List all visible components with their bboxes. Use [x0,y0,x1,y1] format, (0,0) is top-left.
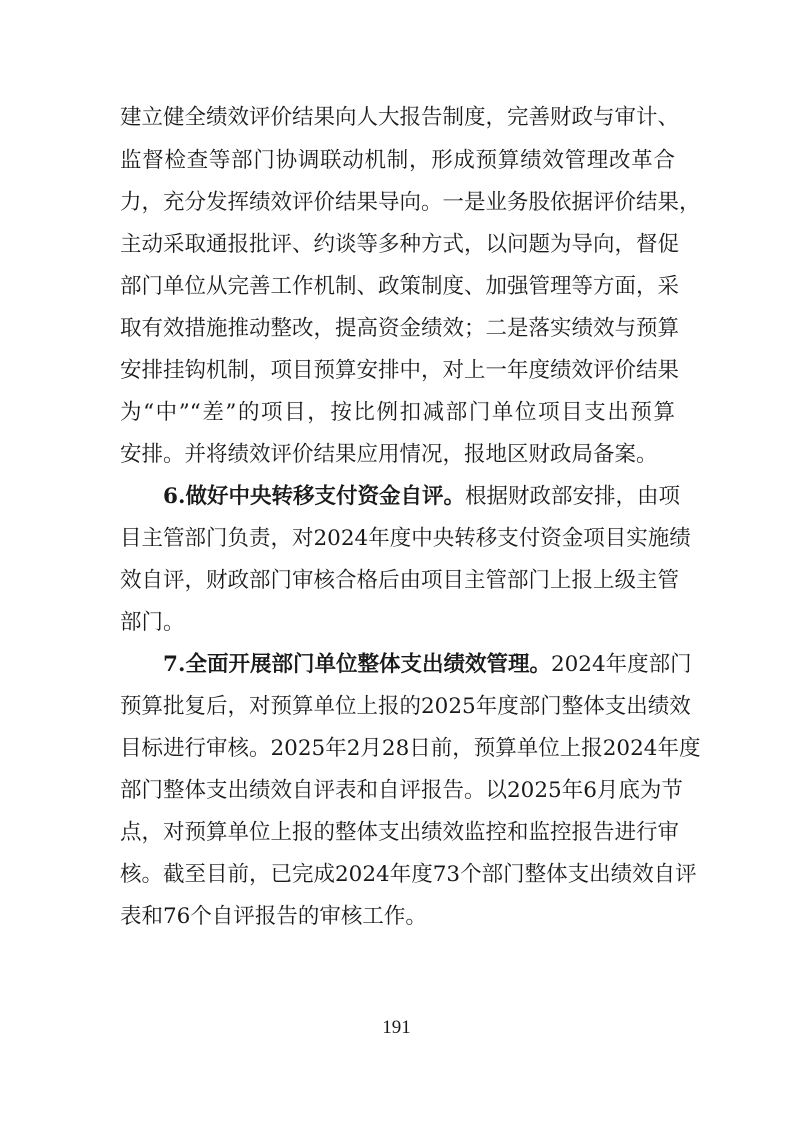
section-heading-7: 7.全面开展部门单位整体支出绩效管理。 [163,652,551,677]
paragraph-first-line [163,482,680,512]
paragraph-line: 建立健全绩效评价结果向人大报告制度，完善财政与审计、 [120,105,680,130]
paragraph-line: 表和76个自评报告的审核工作。 [120,904,427,929]
paragraph-line: 监督检查等部门协调联动机制，形成预算绩效管理改革合 [120,148,675,173]
paragraph-line: 点，对预算单位上报的整体支出绩效监控和监控报告进行审 [120,820,680,845]
paragraph-line: 部门整体支出绩效自评表和自评报告。以2025年6月底为节 [120,778,683,803]
paragraph-text: 根据财政部安排，由项 [464,484,680,509]
paragraph-line: 目标进行审核。2025年2月28日前，预算单位上报2024年度 [120,736,701,761]
paragraph-line: 取有效措施推动整改，提高资金绩效；二是落实绩效与预算 [120,316,680,341]
paragraph-line: 目主管部门负责，对2024年度中央转移支付资金项目实施绩 [120,526,691,551]
paragraph-line: 安排挂钩机制，项目预算安排中，对上一年度绩效评价结果 [120,358,680,383]
paragraph-line: 部门。 [120,610,185,635]
paragraph-line: 力，充分发挥绩效评价结果导向。一是业务股依据评价结果， [120,190,701,215]
paragraph-line: 核。截至目前，已完成2024年度73个部门整体支出绩效自评 [120,862,697,887]
paragraph-first-line [163,650,692,680]
paragraph-line: 预算批复后，对预算单位上报的2025年度部门整体支出绩效 [120,694,691,719]
paragraph-line: 效自评，财政部门审核合格后由项目主管部门上报上级主管 [120,568,680,593]
paragraph-line: 主动采取通报批评、约谈等多种方式，以问题为导向，督促 [120,232,680,257]
paragraph-line: 部门单位从完善工作机制、政策制度、加强管理等方面，采 [120,274,680,299]
paragraph-line: 安排。并将绩效评价结果应用情况，报地区财政局备案。 [120,442,658,467]
paragraph-line: 为“中”“差”的项目，按比例扣减部门单位项目支出预算 [120,400,675,425]
page-number: 191 [382,1017,411,1038]
paragraph-text: 2024年度部门 [550,652,692,677]
section-heading-6: 6.做好中央转移支付资金自评。 [163,484,465,509]
